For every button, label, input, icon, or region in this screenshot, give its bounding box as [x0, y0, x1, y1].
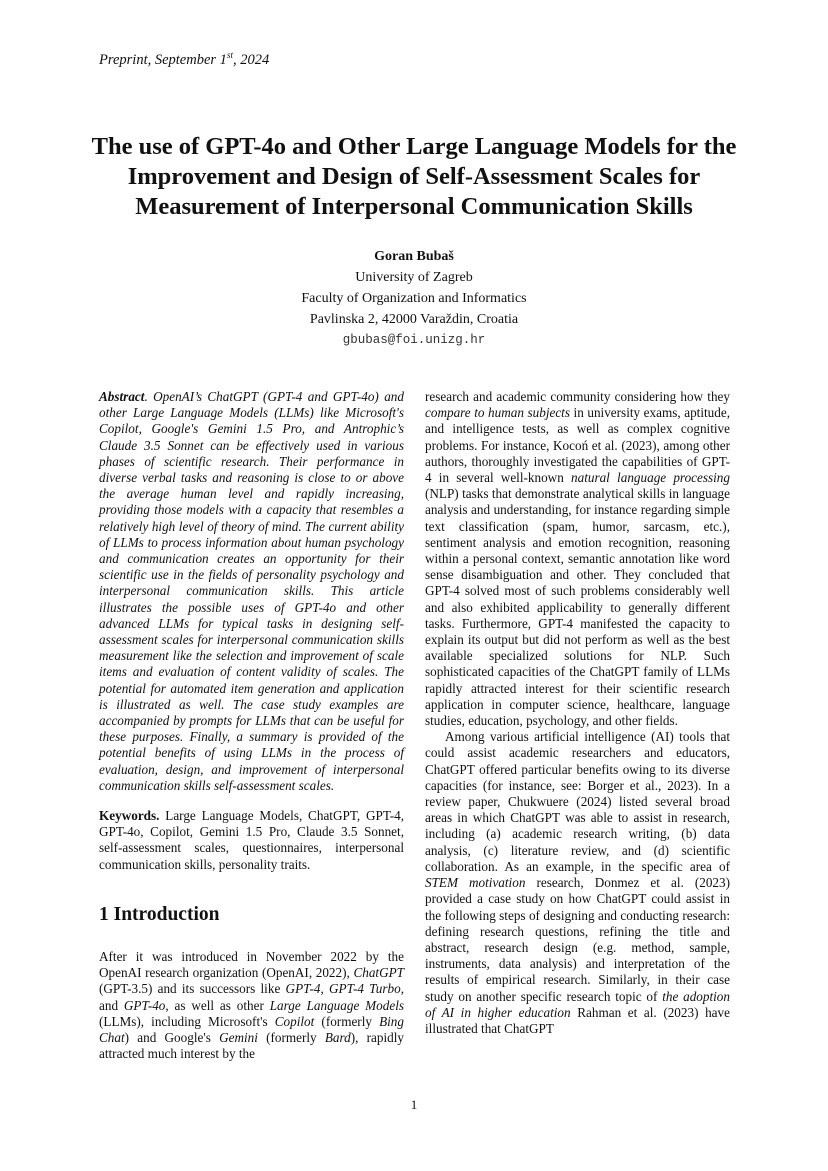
- abstract-label: Abstract: [99, 389, 145, 404]
- abstract: Abstract. OpenAI’s ChatGPT (GPT-4 and GPT-4o) and other Large Language Models (LLMs) like Microsoft's Copilot, Google's Gemini 1.5 Pro, and Antrophic’s Claude 3.5 Sonnet can be effectively used in various phases of scientific research. Their performance in diverse verbal tasks and reasoning is close to or above the average human level and rapidly increasing, providing those models with a capacity that resembles a relatively high level of theory of mind. The current ability of LLMs to process information about human psychology and communication creates an opportunity for their scientific use in the fields of personality psychology and interpersonal communication skills. This article illustrates the possible uses of GPT-4o and other advanced LLMs for typical tasks in designing self-assessment scales for interpersonal communication skills measurement like the selection and improvement of scale items and evaluation of content validity of scales. The potential for automated item generation and application is illustrated as well. The case study examples are accompanied by prompts for LLMs that can be useful for these purposes. Finally, a summary is provided of the potential benefits of using LLMs in the process of evaluation, design, and improvement of interpersonal communication skills self-assessment scales.: [99, 389, 404, 793]
- body-paragraph: Among various artificial intelligence (AI) tools that could assist academic researchers and educators, ChatGPT offered particular benefits owing to its diverse capacities (for instance, see: Borger et al., 2023). In a review paper, Chukwuere (2024) listed several broad areas in which ChatGPT was able to assist in research, including (a) academic research writing, (b) data analysis, (c) literature review, and (d) scientific collaboration. As an example, in the specific area of STEM motivation research, Donmez et al. (2023) provided a case study on how ChatGPT could assist in the following steps of designing and conducting research: defining research questions, refining the title and abstract, research design (e.g. method, sample, instruments, data analysis) and interpretation of the results of empirical research. Similarly, in their case study on another specific research topic of the adoption of AI in higher education Rahman et al. (2023) have illustrated that ChatGPT: [425, 729, 730, 1036]
- paper-title: The use of GPT-4o and Other Large Language Models for the Improvement and Design of Self-Assessment Scales for Measurement of Interpersonal Communication Skills: [91, 133, 737, 220]
- intro-paragraph: After it was introduced in November 2022 by the OpenAI research organization (OpenAI, 2022), ChatGPT (GPT-3.5) and its successors like GPT-4, GPT-4 Turbo, and GPT-4o, as well as other Large Language Models (LLMs), including Microsoft's Copilot (formerly Bing Chat) and Google's Gemini (formerly Bard), rapidly attracted much interest by the: [99, 948, 405, 1062]
- author-affiliation-university: University of Zagreb: [355, 270, 473, 285]
- keywords-label: Keywords.: [99, 808, 160, 824]
- page-number: 1: [410, 1097, 418, 1112]
- left-column: [99, 389, 404, 1062]
- author-affiliation-faculty: Faculty of Organization and Informatics: [301, 291, 527, 306]
- right-column: [425, 389, 730, 1037]
- section-heading-introduction: 1 Introduction: [99, 903, 220, 925]
- preprint-date: Preprint, September 1st, 2024: [99, 50, 270, 68]
- keywords: Keywords. Large Language Models, ChatGPT, GPT-4, GPT-4o, Copilot, Gemini 1.5 Pro, Claude 3.5 Sonnet, self-assessment scales, questionnaires, interpersonal communication skills, personality traits.: [99, 808, 404, 872]
- author-address: Pavlinska 2, 42000 Varaždin, Croatia: [309, 312, 519, 327]
- body-paragraph: research and academic community considering how they compare to human subjects in university exams, aptitude, and intelligence tests, as well as complex cognitive problems. For instance, Kocoń et al. (2023), among other authors, thoroughly investigated the capabilities of GPT-4 in several well-known natural language processing (NLP) tasks that demonstrate analytical skills in language analysis and understanding, for instance regarding simple text classification (spam, humor, sarcasm, etc.), sentiment analysis and emotion recognition, reasoning within a personal context, semantic annotation like word sense disambiguation and other. They concluded that GPT-4 solved most of such problems considerably well and also exhibited applicability to generally different tasks. Furthermore, GPT-4 manifested the capacity to explain its output but did not perform as well as the best available specialized solutions for NLP. Such sophisticated capacities of the ChatGPT family of LLMs rapidly attracted interest for their scientific research application in computer science, healthcare, language studies, education, psychology, and other fields.: [425, 389, 730, 729]
- author-name: Goran Bubaš: [374, 249, 454, 264]
- author-email: gbubas@foi.unizg.hr: [342, 333, 486, 347]
- author-block: [0, 246, 828, 351]
